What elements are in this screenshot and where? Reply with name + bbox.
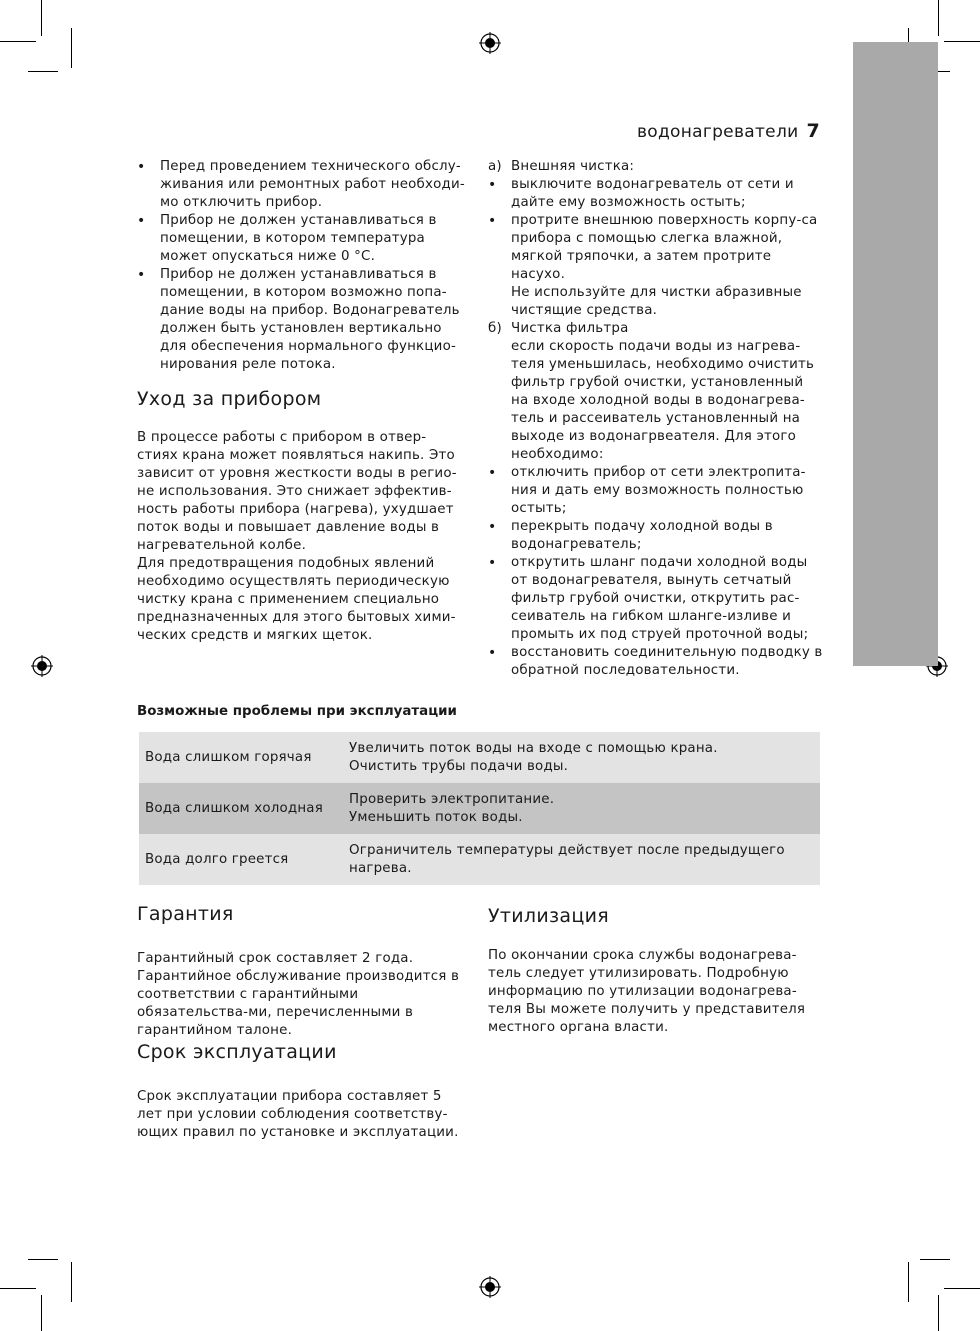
table-row [139, 732, 820, 783]
care-paragraph: В процессе работы с прибором в отвер-стиях крана может появляться накипь. Это зависит от уровня жесткости воды в регио-не использования. Это снижает эффектив-ность работы прибора (нагрева), ухудшает поток воды и повышает давление воды в нагревательной колбе. [137, 430, 457, 553]
page-number: 7 [806, 120, 820, 142]
solution-line: Увеличить поток воды на входе с помощью крана. [349, 740, 718, 756]
solution-line: Ограничитель температуры действует после предыдущего [349, 842, 785, 858]
list-item: • выключите водонагреватель от сети и дайте ему возможность остыть; [488, 176, 823, 212]
cleaning-filter [488, 320, 823, 338]
cleaning-external [488, 158, 823, 176]
page-header [637, 120, 820, 142]
list-item: • Перед проведением технического обслу-живания или ремонтных работ необходи-мо отключить прибор. [137, 158, 467, 212]
service-life-text: Срок эксплуатации прибора составляет 5 лет при условии соблюдения соответству-ющих правил по установке и эксплуатации. [137, 1089, 459, 1140]
list-item: • Прибор не должен устанавливаться в помещении, в котором возможно попа-дание воды на прибор. Водонагреватель должен быть установлен вертикально для обеспечения нормального функцио-нирования реле потока. [137, 266, 467, 374]
warranty-text: Гарантийный срок составляет 2 года. Гарантийное обслуживание производится в соответствии с гарантийными обязательства-ми, перечисленными в гарантийном талоне. [137, 951, 460, 1038]
list-item: • отключить прибор от сети электропита-ния и дать ему возможность полностью остыть; [488, 464, 823, 518]
problem-cell: Вода долго греется [145, 851, 289, 867]
warranty-heading: Гарантия [137, 903, 234, 925]
registration-mark-icon [479, 1276, 501, 1298]
solution-line: Очистить трубы подачи воды. [349, 758, 569, 774]
solution-line: Уменьшить поток воды. [349, 809, 523, 825]
care-paragraph: Для предотвращения подобных явлений необходимо осуществлять периодическую чистку крана с применением специально предназначенных для этого бытовых хими-ческих средств и мягких щеток. [137, 556, 456, 643]
safety-list [137, 158, 467, 374]
table-row [139, 834, 820, 885]
disposal-text: По окончании срока службы водонагрева-тель следует утилизировать. Подробную информацию по утилизации водонагрева-теля Вы можете получить у представителя местного органа власти. [488, 948, 806, 1035]
cleaning-filter-text: если скорость подачи воды из нагрева-теля уменьшилась, необходимо очистить фильтр грубой очистки, установленный на входе холодной воды в водонагрева-тель и рассеиватель установленный на выходе из водонагрвеателя. Для этого необходимо: [511, 339, 815, 462]
solution-cell [343, 783, 820, 834]
list-item: • Прибор не должен устанавливаться в помещении, в котором температура может опускаться ниже 0 °С. [137, 212, 467, 266]
problem-cell: Вода слишком холодная [145, 800, 323, 816]
solution-cell [343, 834, 820, 885]
item-marker: б) [488, 321, 502, 336]
list-item: • открутить шланг подачи холодной воды от водонагревателя, вынуть сетчатый фильтр грубой очистки, открутить рас-сеиватель на гибком шланге-изливе и промыть их под струей проточной воды; [488, 554, 823, 644]
table-row [139, 783, 820, 834]
solution-line: нагрева. [349, 860, 412, 876]
list-item: • перекрыть подачу холодной воды в водонагреватель; [488, 518, 823, 554]
solution-cell [343, 732, 820, 783]
disposal-heading: Утилизация [488, 905, 609, 927]
cleaning-section [488, 158, 823, 680]
cleaning-external-title: Внешняя чистка: [511, 159, 635, 174]
solution-line: Проверить электропитание. [349, 791, 555, 807]
side-tab [853, 42, 938, 666]
care-section [137, 429, 467, 645]
registration-mark-icon [479, 32, 501, 54]
care-heading: Уход за прибором [137, 388, 322, 410]
list-item: • протрите внешнюю поверхность корпу-са прибора с помощью слегка влажной, мягкой тряпочки, а затем протрите насухо. [488, 212, 823, 284]
problems-table [139, 732, 820, 885]
cleaning-note: Не используйте для чистки абразивные чистящие средства. [511, 285, 802, 318]
service-life-heading: Срок эксплуатации [137, 1041, 337, 1063]
cleaning-filter-title: Чистка фильтра [511, 321, 629, 336]
list-item: • восстановить соединительную подводку в обратной последовательности. [488, 644, 823, 680]
registration-mark-icon [31, 655, 53, 677]
page-title: водонагреватели [636, 122, 799, 142]
item-marker: а) [488, 159, 502, 174]
problems-title: Возможные проблемы при эксплуатации [137, 704, 457, 719]
problem-cell: Вода слишком горячая [145, 749, 312, 765]
